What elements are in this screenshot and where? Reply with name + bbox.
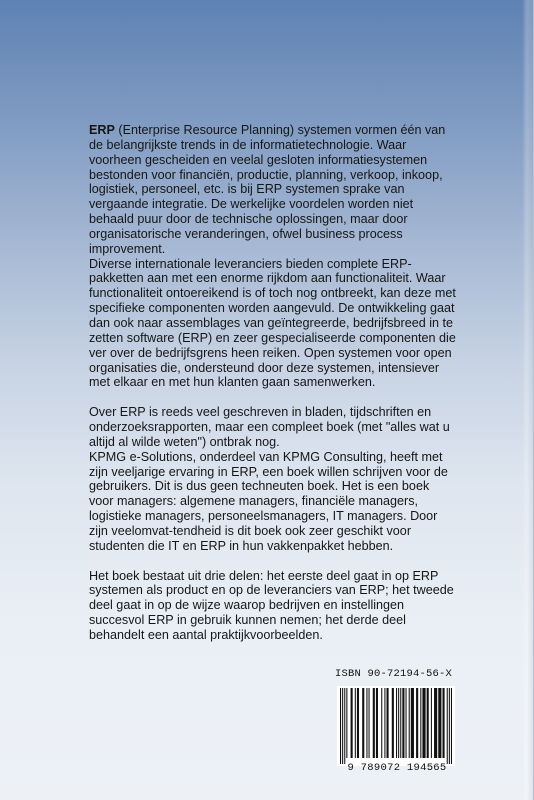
barcode-bar (434, 688, 437, 758)
barcode-bar (381, 688, 382, 758)
line-text: organisaties die, ondersteund door deze systemen, intensiever (89, 360, 440, 375)
line-text: zijn veeljarige ervaring in ERP, een boek willen schrijven voor de (89, 464, 448, 479)
line-text: zetten software (ERP) en zeer gespecialiseerde componenten die (89, 330, 456, 345)
paragraph-gap (89, 390, 467, 405)
text-line (89, 435, 467, 450)
barcode-bar (396, 688, 397, 758)
text-line (89, 375, 467, 390)
isbn-label: ISBN 90-72194-56-X (335, 668, 453, 680)
barcode-bar (346, 688, 347, 758)
barcode-bar (406, 688, 407, 758)
text-line (89, 450, 467, 465)
barcode-bar (438, 688, 441, 758)
text-line (89, 479, 467, 494)
line-text: succesvol ERP in gebruik kunnen nemen; het derde deel (89, 613, 406, 628)
barcode-bar (427, 688, 429, 758)
text-line (89, 569, 467, 584)
barcode-image (337, 686, 455, 766)
text-line (89, 598, 467, 613)
line-text: altijd al wilde weten") ontbrak nog. (89, 434, 280, 449)
line-text: bestonden voor financiën, productie, planning, verkoop, inkoop, (89, 167, 443, 182)
barcode-bar (376, 688, 378, 758)
barcode-bar (449, 688, 450, 764)
barcode-bar (431, 688, 432, 758)
barcode-bar (355, 688, 356, 758)
blurb-text (89, 123, 467, 643)
barcode-bar (451, 688, 452, 764)
barcode-bar (416, 688, 418, 758)
barcode-bar (369, 688, 370, 758)
text-line (89, 524, 467, 539)
barcode-bar (357, 688, 359, 758)
paragraph-2 (89, 405, 467, 553)
text-line (89, 182, 467, 197)
barcode-bar (342, 688, 343, 764)
line-text: KPMG e-Solutions, onderdeel van KPMG Consulting, heeft met (89, 449, 443, 464)
line-text: Het boek bestaat uit drie delen: het eerste deel gaat in op ERP (89, 568, 439, 583)
text-line (89, 420, 467, 435)
barcode-bar (442, 688, 444, 758)
line-text: vergaande integratie. De werkelijke voordelen worden niet (89, 197, 414, 212)
line-text: gebruikers. Dit is dus geen techneuten boek. Het is een boek (89, 479, 430, 494)
isbn-barcode-area (335, 668, 459, 778)
paragraph-3 (89, 569, 467, 643)
barcode-bar (411, 688, 414, 758)
text-line (89, 494, 467, 509)
paragraph-1 (89, 123, 467, 390)
text-line (89, 286, 467, 301)
line-text: de belangrijkste trends in de informatietechnologie. Waar (89, 137, 407, 152)
barcode-bar (420, 688, 421, 758)
text-line (89, 212, 467, 227)
barcode-bar (340, 688, 341, 764)
line-text: ver over de bedrijfsgrens heen reiken. Open systemen voor open (89, 345, 452, 360)
line-text: zijn veelomvat-tendheid is dit boek ook zeer geschikt voor (89, 523, 412, 538)
barcode-bar (400, 688, 401, 758)
text-line (89, 361, 467, 376)
text-line (89, 153, 467, 168)
text-line (89, 271, 467, 286)
line-text: logistiek, personeel, etc. is bij ERP systemen sprake van (89, 182, 405, 197)
barcode-bar (409, 688, 410, 758)
line-text: pakketten aan met een enorme rijkdom aan functionaliteit. Waar (89, 271, 446, 286)
barcode-bar (402, 688, 404, 758)
text-line (89, 509, 467, 524)
line-text: logistieke managers, personeelsmanagers, IT managers. Door (89, 509, 438, 524)
barcode-bars (337, 686, 455, 764)
line-text: functionaliteit ontoereikend is of toch nog ontbreekt, kan deze met (89, 286, 456, 301)
text-line (89, 628, 467, 643)
text-line (89, 168, 467, 183)
line-text: improvement. (89, 241, 166, 256)
barcode-bar (422, 688, 425, 758)
line-text: Over ERP is reeds veel geschreven in bladen, tijdschriften en (89, 405, 432, 420)
text-line (89, 539, 467, 554)
line-text: behandelt een aantal praktijkvoorbeelden. (89, 628, 323, 642)
barcode-bar (447, 688, 448, 764)
line-text: onderzoeksrapporten, maar een compleet boek (met "alles wat u (89, 420, 450, 435)
text-line (89, 197, 467, 212)
line-text: (Enterprise Resource Planning) systemen vormen één van (114, 123, 446, 137)
line-text: organisatorische veranderingen, ofwel business process (89, 226, 403, 241)
text-line (89, 405, 467, 420)
barcode-bar (344, 688, 345, 764)
text-line (89, 346, 467, 361)
line-text: systemen als product en op de leveranciers van ERP; het tweede (89, 583, 454, 598)
text-line (89, 242, 467, 257)
line-text: met elkaar en met hun klanten gaan samenwerken. (89, 375, 376, 390)
barcode-bar (362, 688, 364, 758)
line-text: voorheen gescheiden en veelal gesloten informatiesystemen (89, 152, 428, 167)
text-line (89, 316, 467, 331)
lead-word: ERP (89, 123, 115, 137)
barcode-bar (351, 688, 353, 758)
text-line (89, 583, 467, 598)
barcode-bar (384, 688, 385, 758)
barcode-bar (386, 688, 388, 758)
barcode-bar (398, 688, 399, 758)
paragraph-gap (89, 554, 467, 569)
line-text: dan ook naar assemblages van geïntegreerde, bedrijfsbreed in te (89, 315, 454, 330)
text-line (89, 331, 467, 346)
line-text: voor managers: algemene managers, financiële managers, (89, 494, 419, 509)
barcode-digits: 9 789072 194565 (347, 762, 447, 774)
line-text: deel gaat in op de wijze waarop bedrijven en instellingen (89, 598, 405, 613)
barcode-bar (392, 688, 394, 758)
text-line (89, 613, 467, 628)
barcode-bar (373, 688, 375, 758)
line-text: studenten die IT en ERP in hun vakkenpakket hebben. (89, 538, 394, 553)
barcode-bar (366, 688, 367, 758)
text-line (89, 227, 467, 242)
text-line (89, 123, 467, 138)
line-text: Diverse internationale leveranciers bieden complete ERP- (89, 256, 412, 271)
text-line (89, 301, 467, 316)
text-line (89, 138, 467, 153)
page-edge (522, 0, 534, 800)
line-text: specifieke componenten worden aangevuld. De ontwikkeling gaat (89, 301, 455, 316)
line-text: behaald puur door de technische oplossingen, maar door (89, 212, 408, 227)
text-line (89, 465, 467, 480)
text-line (89, 257, 467, 272)
